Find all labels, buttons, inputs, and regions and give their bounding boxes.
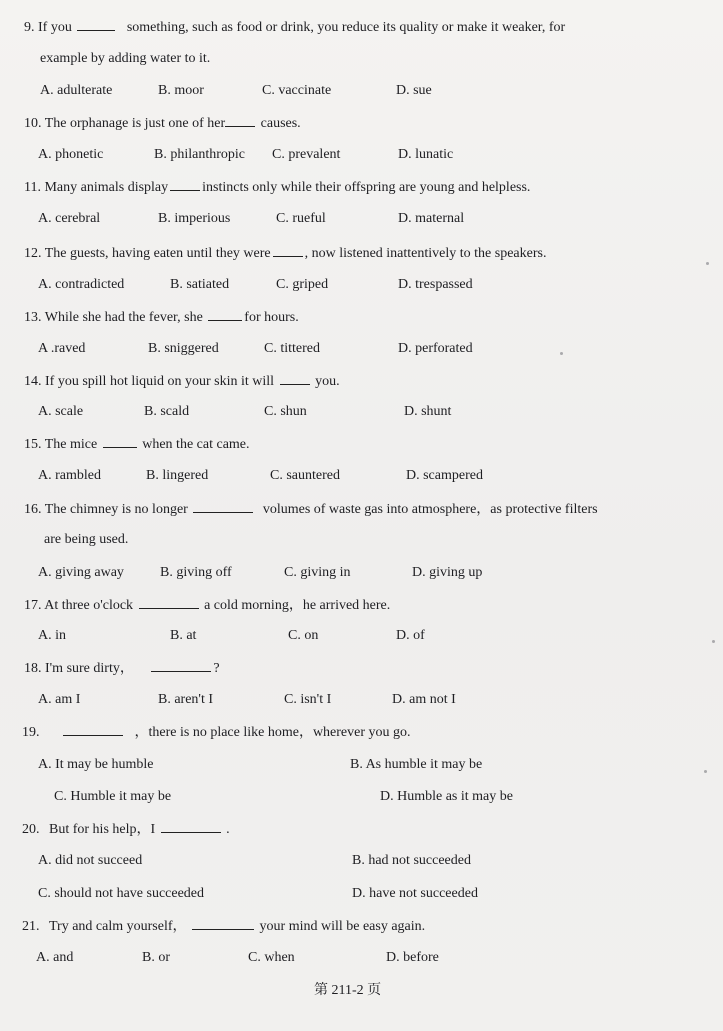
option-b: B. giving off [160, 565, 232, 580]
question-text-after: volumes of waste gas into atmosphere，as protective filters [262, 502, 598, 517]
option-a: A. rambled [38, 468, 101, 483]
option-a: A. did not succeed [38, 853, 143, 868]
question-10 [24, 114, 301, 133]
option-d: D. maternal [398, 211, 465, 226]
option-d: D. sue [396, 83, 432, 98]
question-number: 11. [24, 180, 41, 195]
option-c: C. shun [264, 404, 307, 419]
option-d: D. perforated [398, 341, 473, 356]
scan-speck [560, 352, 563, 355]
option-b: B. sniggered [148, 341, 219, 356]
question-15 [24, 435, 250, 454]
question-16 [24, 500, 598, 519]
question-12 [24, 244, 546, 263]
option-d: D. giving up [412, 565, 483, 580]
question-20 [22, 820, 230, 839]
question-19 [22, 723, 411, 742]
option-b: B. at [170, 628, 197, 643]
option-b: B. or [142, 950, 170, 965]
option-c: C. tittered [264, 341, 320, 356]
option-b: B. lingered [146, 468, 209, 483]
question-number: 15. [24, 437, 42, 452]
option-c: C. prevalent [272, 147, 341, 162]
option-a: A. scale [38, 404, 84, 419]
option-a: A. phonetic [38, 147, 104, 162]
question-text-after: you. [315, 374, 340, 389]
question-number: 12. [24, 246, 42, 261]
question-number: 13. [24, 310, 42, 325]
answer-blank [63, 723, 123, 736]
option-a: A .raved [38, 341, 86, 356]
answer-blank [103, 435, 137, 448]
option-c: C. sauntered [270, 468, 340, 483]
option-b: B. had not succeeded [352, 853, 471, 868]
question-number: 17. [24, 598, 42, 613]
answer-blank [192, 917, 254, 930]
option-a: A. and [36, 950, 74, 965]
question-number: 9. [24, 20, 35, 35]
option-a: A. giving away [38, 565, 124, 580]
answer-blank [280, 372, 310, 385]
answer-blank [225, 114, 255, 127]
question-text-after: instincts only while their offspring are young and helpless. [202, 180, 531, 195]
question-9 [24, 18, 565, 37]
answer-blank [139, 596, 199, 609]
question-18 [24, 659, 220, 678]
question-text-after: ? [213, 661, 220, 676]
answer-blank [161, 820, 221, 833]
option-c: C. vaccinate [262, 83, 332, 98]
option-a: A. It may be humble [38, 757, 154, 772]
option-c: C. griped [276, 277, 329, 292]
option-d: D. before [386, 950, 439, 965]
question-text-after: for hours. [244, 310, 299, 325]
question-text-after: . [226, 822, 230, 837]
question-13 [24, 308, 299, 327]
answer-blank [273, 244, 303, 257]
option-d: D. Humble as it may be [380, 789, 513, 804]
option-d: D. have not succeeded [352, 886, 478, 901]
answer-blank [193, 500, 253, 513]
option-c: C. rueful [276, 211, 326, 226]
option-a: A. in [38, 628, 66, 643]
question-text-before: If you [38, 20, 72, 35]
option-c: C. Humble it may be [54, 789, 172, 804]
question-11 [24, 178, 530, 197]
question-text-after: when the cat came. [142, 437, 250, 452]
question-number: 14. [24, 374, 42, 389]
question-9-continuation: example by adding water to it. [40, 51, 211, 66]
option-c: C. should not have succeeded [38, 886, 205, 901]
option-b: B. satiated [170, 277, 230, 292]
question-number: 19. [22, 725, 40, 740]
answer-blank [77, 18, 115, 31]
question-number: 10. [24, 116, 42, 131]
question-text-before: While she had the fever, she [44, 310, 203, 325]
scan-speck [706, 262, 709, 265]
question-text-before: At three o'clock [44, 598, 134, 613]
answer-blank [208, 308, 242, 321]
option-b: B. philanthropic [154, 147, 245, 162]
question-text-before: The guests, having eaten until they were [44, 246, 271, 261]
option-d: D. lunatic [398, 147, 454, 162]
question-16-continuation: are being used. [44, 532, 129, 547]
option-d: D. trespassed [398, 277, 473, 292]
question-text-after: ，there is no place like home，wherever you go. [134, 725, 411, 740]
question-number: 20. [22, 822, 40, 837]
question-text-before: If you spill hot liquid on your skin it will [45, 374, 275, 389]
scan-speck [704, 770, 707, 773]
question-21 [22, 917, 425, 936]
answer-blank [170, 178, 200, 191]
option-c: C. giving in [284, 565, 351, 580]
option-d: D. shunt [404, 404, 452, 419]
option-d: D. am not I [392, 692, 456, 707]
option-b: B. As humble it may be [350, 757, 483, 772]
question-text-before: But for his help，I [49, 822, 156, 837]
question-text-before: The orphanage is just one of her [44, 116, 226, 131]
question-number: 21. [22, 919, 40, 934]
option-b: B. imperious [158, 211, 231, 226]
question-text-after: your mind will be easy again. [259, 919, 426, 934]
option-d: D. scampered [406, 468, 483, 483]
option-b: B. aren't I [158, 692, 214, 707]
option-c: C. on [288, 628, 319, 643]
page-number: 第 211-2 页 [314, 983, 382, 998]
question-14 [24, 372, 340, 391]
option-b: B. moor [158, 83, 204, 98]
option-d: D. of [396, 628, 425, 643]
question-number: 16. [24, 502, 42, 517]
question-text-after: something, such as food or drink, you reduce its quality or make it weaker, for [126, 20, 566, 35]
question-text-after: causes. [260, 116, 301, 131]
question-text-before: I'm sure dirty， [45, 661, 134, 676]
option-c: C. when [248, 950, 295, 965]
question-text-before: The mice [44, 437, 98, 452]
scan-speck [712, 640, 715, 643]
question-text-before: The chimney is no longer [44, 502, 188, 517]
question-text-before: Try and calm yourself， [49, 919, 187, 934]
answer-blank [151, 659, 211, 672]
option-c: C. isn't I [284, 692, 332, 707]
question-text-after: a cold morning，he arrived here. [204, 598, 391, 613]
option-a: A. am I [38, 692, 81, 707]
question-text-before: Many animals display [44, 180, 169, 195]
question-text-after: , now listened inattentively to the speakers. [304, 246, 547, 261]
question-number: 18. [24, 661, 42, 676]
option-a: A. cerebral [38, 211, 101, 226]
question-17 [24, 596, 390, 615]
option-b: B. scald [144, 404, 190, 419]
option-a: A. contradicted [38, 277, 125, 292]
option-a: A. adulterate [40, 83, 113, 98]
